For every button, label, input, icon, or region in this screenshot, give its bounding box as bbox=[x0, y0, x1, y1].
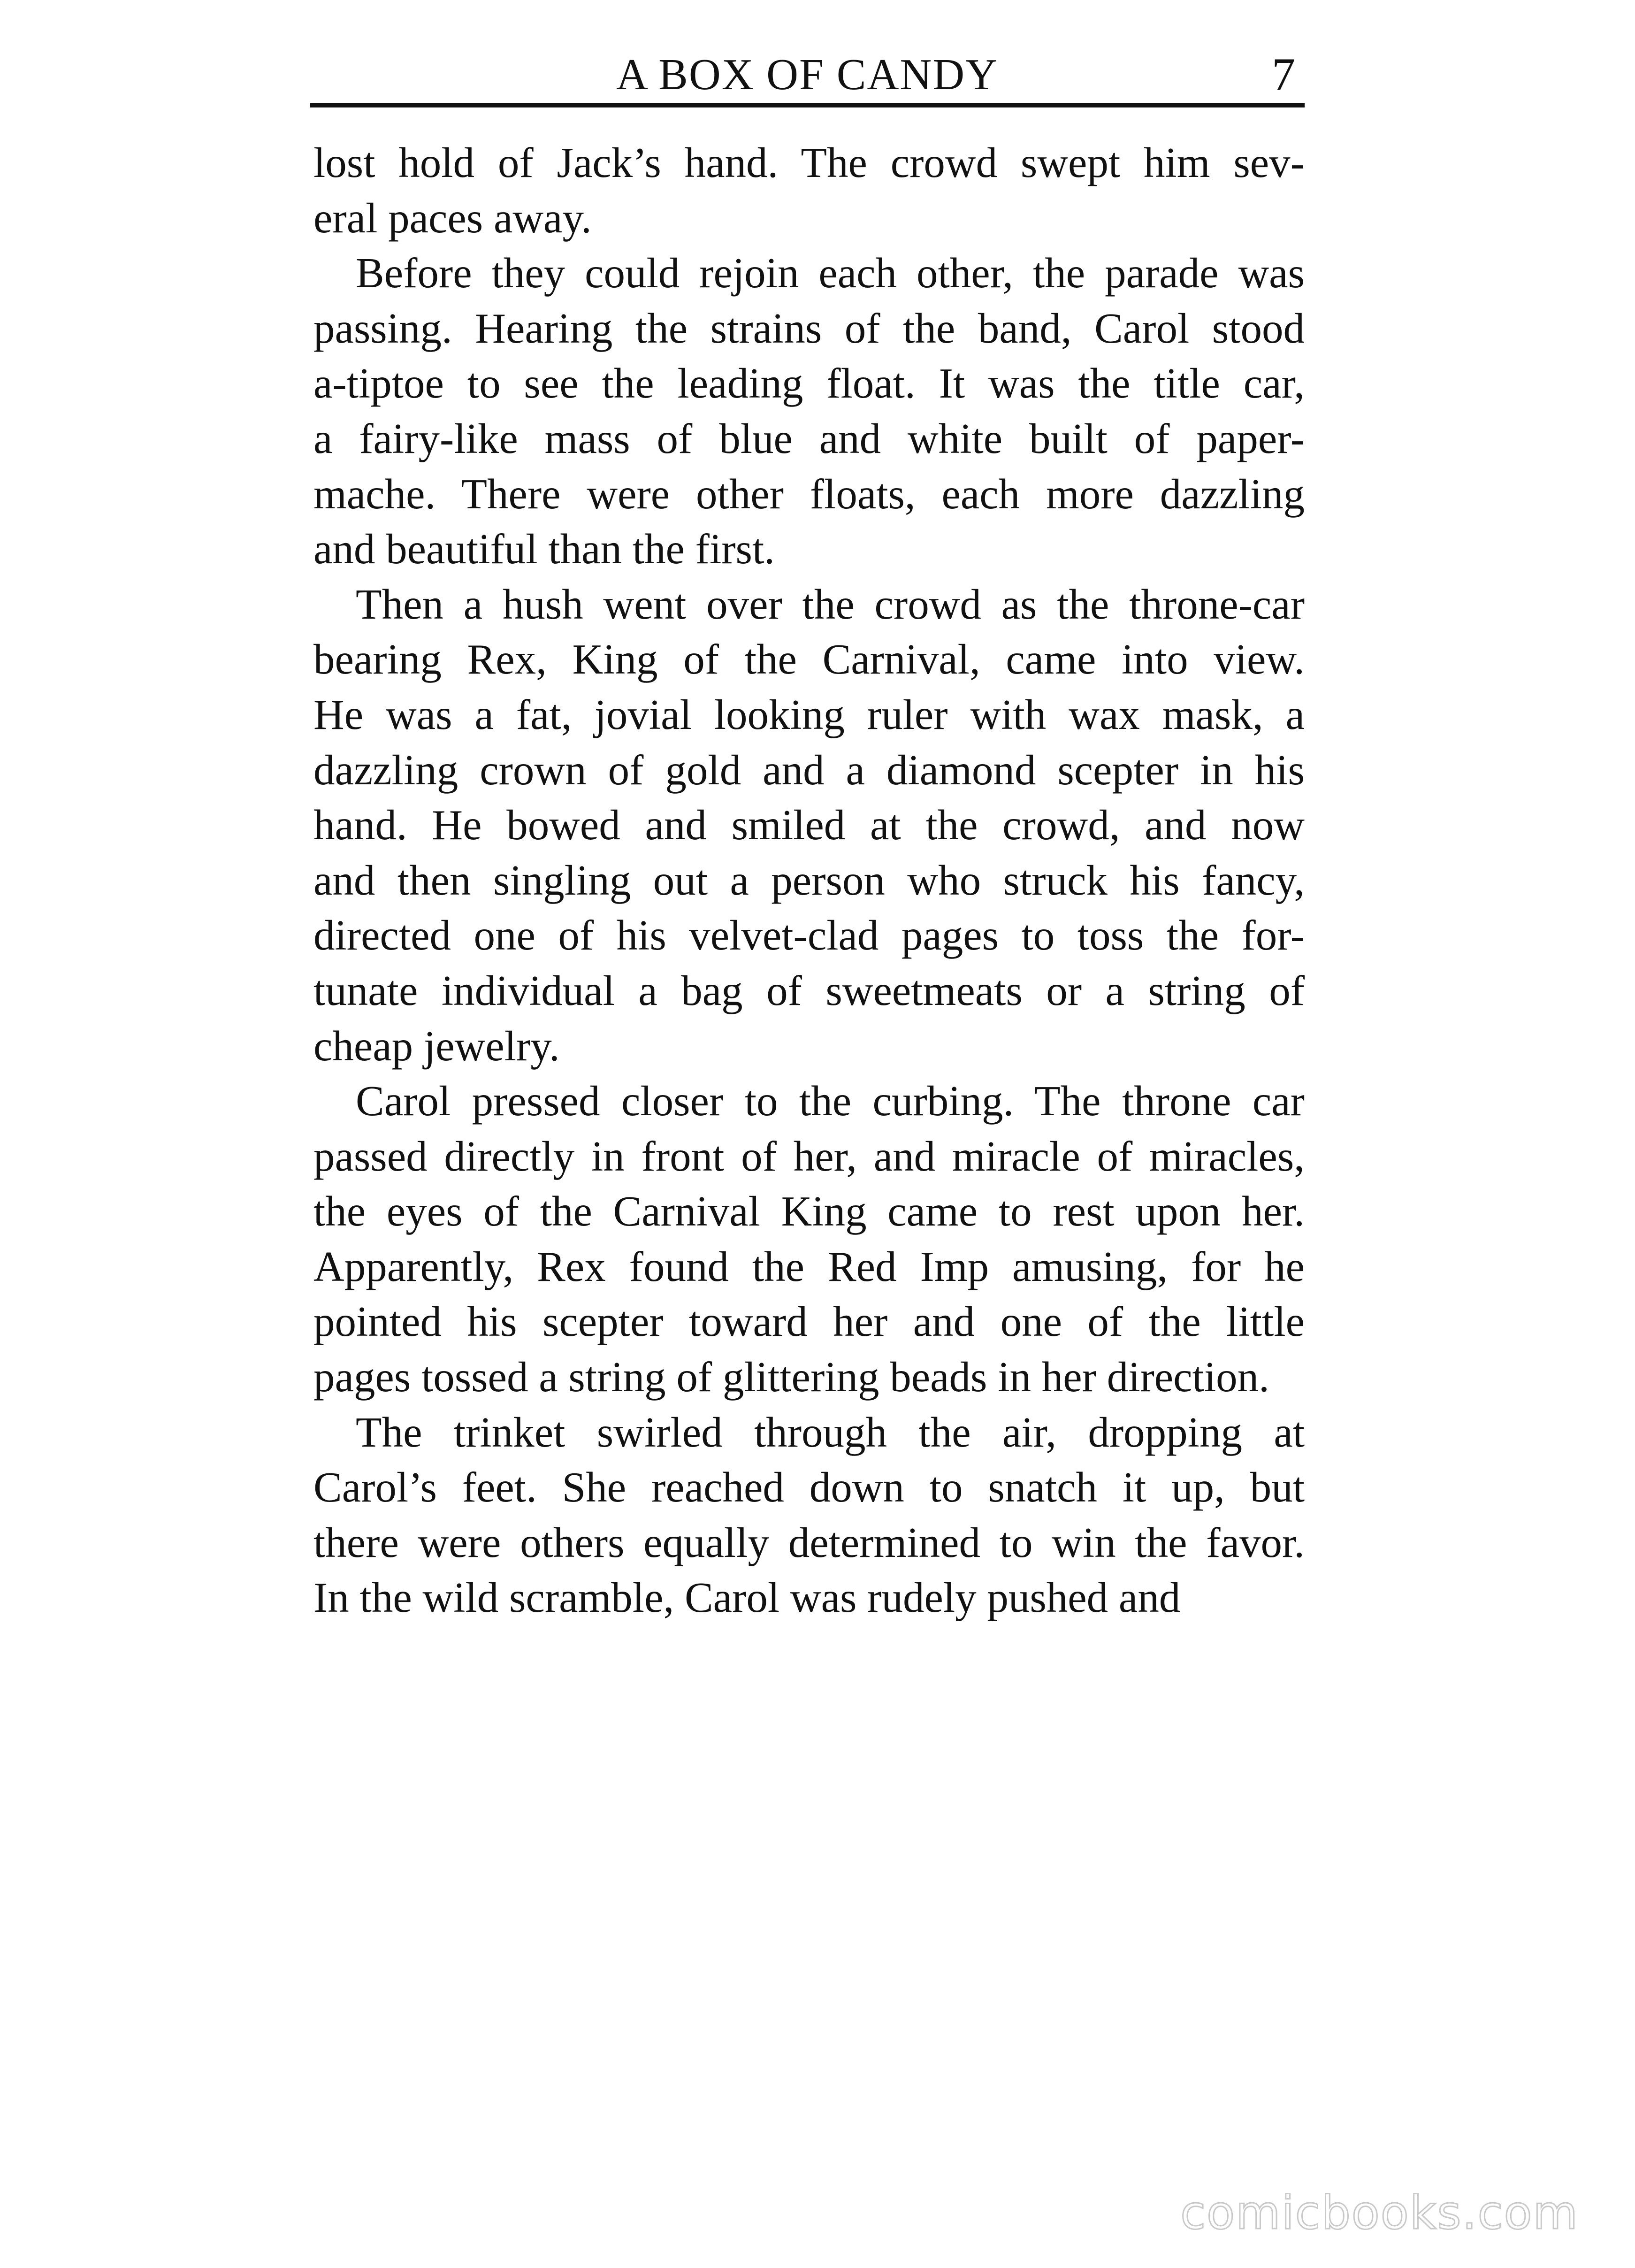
body-text bbox=[313, 135, 1305, 1625]
text-line: bearing Rex, King of the Carnival, came into view. bbox=[313, 636, 1305, 683]
text-line: eral paces away. bbox=[313, 194, 592, 242]
text-line: passed directly in front of her, and miracle of miracles, bbox=[313, 1132, 1305, 1180]
text-line: He was a fat, jovial looking ruler with wax mask, a bbox=[313, 690, 1305, 738]
text-line: the eyes of the Carnival King came to rest upon her. bbox=[313, 1188, 1305, 1235]
text-line: mache. There were other floats, each more dazzling bbox=[313, 470, 1305, 518]
text-line: Apparently, Rex found the Red Imp amusing, for he bbox=[313, 1242, 1305, 1290]
watermark-logo: comicbooks.com bbox=[1180, 2186, 1579, 2240]
text-line: In the wild scramble, Carol was rudely pushed and bbox=[313, 1574, 1181, 1622]
text-line: passing. Hearing the strains of the band, Carol stood bbox=[313, 304, 1305, 352]
text-line: dazzling crown of gold and a diamond scepter in his bbox=[313, 746, 1305, 794]
text-line: a-tiptoe to see the leading float. It was the title car, bbox=[313, 360, 1305, 407]
text-line: cheap jewelry. bbox=[313, 1022, 560, 1070]
text-line: directed one of his velvet-clad pages to toss the for- bbox=[313, 912, 1305, 959]
text-line: pointed his scepter toward her and one of the little bbox=[313, 1298, 1305, 1346]
text-line: there were others equally determined to win the favor. bbox=[313, 1518, 1305, 1566]
text-line: Carol pressed closer to the curbing. The throne car bbox=[356, 1077, 1305, 1125]
text-line: a fairy-like mass of blue and white built of paper- bbox=[313, 414, 1305, 462]
text-line: lost hold of Jack’s hand. The crowd swept him sev- bbox=[313, 139, 1305, 186]
text-line: and beautiful than the first. bbox=[313, 525, 775, 573]
text-line: and then singling out a person who struck his fancy, bbox=[313, 856, 1305, 904]
text-line: Carol’s feet. She reached down to snatch it up, but bbox=[313, 1463, 1305, 1511]
chapter-title: A BOX OF CANDY bbox=[616, 50, 999, 99]
text-line: Then a hush went over the crowd as the throne-car bbox=[356, 580, 1305, 628]
text-line: pages tossed a string of glittering beads in her direction. bbox=[313, 1353, 1269, 1401]
page-number: 7 bbox=[1272, 48, 1295, 100]
text-line: Before they could rejoin each other, the parade was bbox=[356, 249, 1305, 297]
running-header bbox=[310, 47, 1305, 107]
text-line: tunate individual a bag of sweetmeats or a string of bbox=[313, 966, 1305, 1014]
text-line: hand. He bowed and smiled at the crowd, and now bbox=[313, 801, 1305, 849]
text-line: The trinket swirled through the air, dropping at bbox=[356, 1408, 1305, 1456]
